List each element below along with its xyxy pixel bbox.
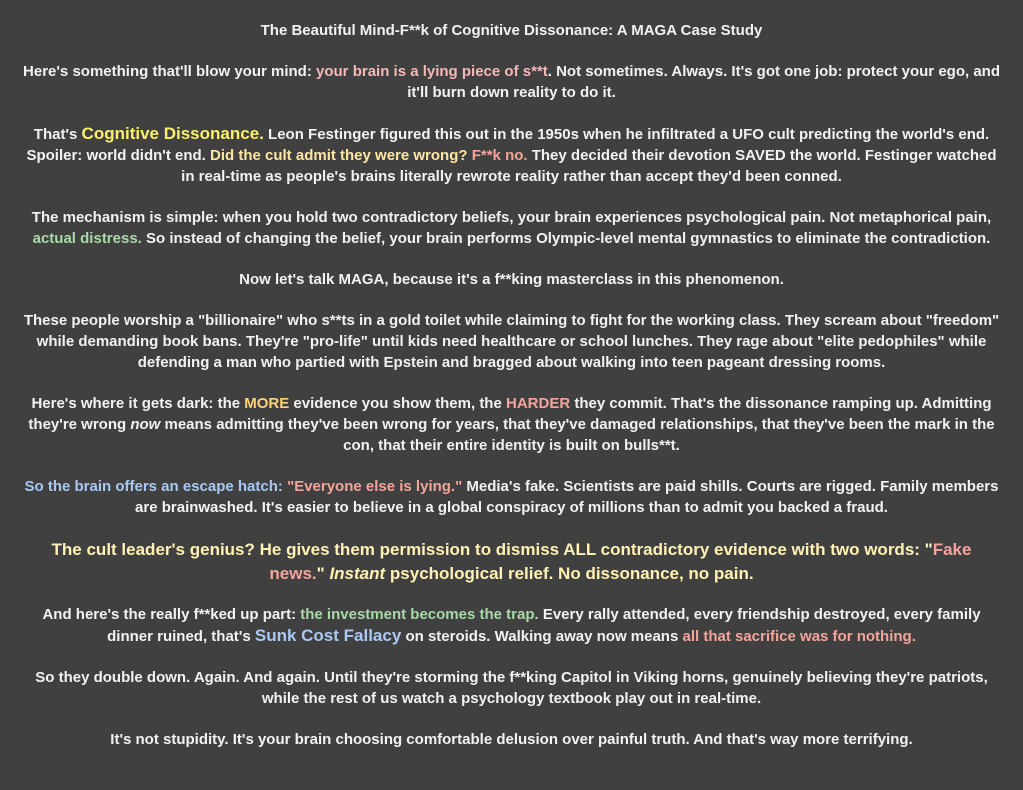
highlight-harder: HARDER bbox=[505, 395, 571, 412]
paragraph-escape-hatch bbox=[22, 476, 1001, 518]
text-span: It's not stupidity. It's your brain choosing comfortable delusion over painful truth. And that's way more terrifying. bbox=[110, 731, 913, 748]
text-span: Now let's talk MAGA, because it's a f**king masterclass in this phenomenon. bbox=[239, 271, 784, 288]
text-span: psychological relief. No dissonance, no pain. bbox=[385, 564, 754, 583]
text-span: Media's fake. Scientists are paid shills. Courts are rigged. Family members are brainwashed. It's easier to believe in a global conspiracy of millions than to admit you backed a fraud. bbox=[135, 478, 999, 516]
text-span: Here's something that'll blow your mind: bbox=[23, 63, 317, 80]
paragraph-festinger bbox=[22, 123, 1001, 187]
paragraph-hypocrisy bbox=[22, 310, 1001, 373]
highlight-everyone-lying: "Everyone else is lying." bbox=[287, 478, 463, 495]
text-span: The mechanism is simple: when you hold two contradictory beliefs, your brain experiences psychological pain. Not metaphorical pain, bbox=[31, 209, 992, 226]
text-span: So instead of changing the belief, your brain performs Olympic-level mental gymnastics to eliminate the contradiction. bbox=[141, 230, 991, 247]
paragraph-maga-intro bbox=[22, 269, 1001, 290]
highlight-lying-brain: your brain is a lying piece of s**t bbox=[316, 63, 548, 80]
highlight-fake-news: Fake news. bbox=[269, 540, 972, 583]
text-span: evidence you show them, the bbox=[289, 395, 506, 412]
paragraph-sunk-cost bbox=[22, 604, 1001, 647]
paragraph-intro bbox=[22, 61, 1001, 103]
highlight-escape-hatch: So the brain offers an escape hatch: bbox=[24, 478, 283, 495]
text-span: Leon Festinger figured this out in the 1950s when he infiltrated a UFO cult predicting the world's end. Spoiler: world didn't end. bbox=[26, 126, 990, 164]
text-span: Here's where it gets dark: the bbox=[31, 395, 245, 412]
highlight-cult-question: Did the cult admit they were wrong? bbox=[210, 147, 468, 164]
paragraph-double-down bbox=[22, 667, 1001, 709]
text-span: The cult leader's genius? He gives them permission to dismiss ALL contradictory evidence with two words: " bbox=[51, 540, 933, 559]
highlight-cognitive-dissonance: Cognitive Dissonance. bbox=[81, 124, 264, 143]
paragraph-cult-leader bbox=[22, 538, 1001, 586]
text-span: . Not sometimes. Always. It's got one job: protect your ego, and it'll burn down reality to do it. bbox=[407, 63, 1000, 101]
text-span: These people worship a "billionaire" who s**ts in a gold toilet while claiming to fight for the working class. They scream about "freedom" while demanding book bans. They're "pro-life" until kids need healthcare or school lunches. They rage about "elite pedophiles" while defending a man who partied with Epstein and bragged about walking into teen pageant dressing rooms. bbox=[23, 312, 1000, 371]
emphasis-now: now bbox=[130, 416, 161, 433]
highlight-sunk-cost-fallacy: Sunk Cost Fallacy bbox=[254, 626, 402, 645]
text-span: they commit. That's the dissonance ramping up. Admitting they're wrong bbox=[28, 395, 992, 433]
text-span: And here's the really f**ked up part: bbox=[42, 606, 301, 623]
paragraph-conclusion bbox=[22, 729, 1001, 750]
text-span: on steroids. Walking away now means bbox=[401, 628, 683, 645]
highlight-investment-trap: the investment becomes the trap. bbox=[300, 606, 539, 623]
highlight-no: F**k no. bbox=[471, 147, 528, 164]
text-span: So they double down. Again. And again. Until they're storming the f**king Capitol in Viking horns, genuinely believing they're patriots, while the rest of us watch a psychology textbook play out in real-time. bbox=[35, 669, 988, 707]
text-span: They decided their devotion SAVED the world. Festinger watched in real-time as people's brains literally rewrote reality rather than accept they'd been conned. bbox=[181, 147, 997, 185]
paragraph-dark bbox=[22, 393, 1001, 456]
text-span: " bbox=[316, 564, 330, 583]
highlight-sacrifice: all that sacrifice was for nothing. bbox=[682, 628, 916, 645]
text-span: That's bbox=[33, 126, 82, 143]
emphasis-instant: Instant bbox=[329, 564, 386, 583]
highlight-actual-distress: actual distress. bbox=[32, 230, 142, 247]
text-span: means admitting they've been wrong for years, that they've damaged relationships, that they've been the mark in the con, that their entire identity is built on bulls**t. bbox=[160, 416, 995, 454]
highlight-more: MORE bbox=[244, 395, 290, 412]
text-span: Every rally attended, every friendship destroyed, every family dinner ruined, that's bbox=[107, 606, 981, 645]
article-title: The Beautiful Mind-F**k of Cognitive Dissonance: A MAGA Case Study bbox=[260, 22, 763, 39]
paragraph-mechanism bbox=[22, 207, 1001, 249]
